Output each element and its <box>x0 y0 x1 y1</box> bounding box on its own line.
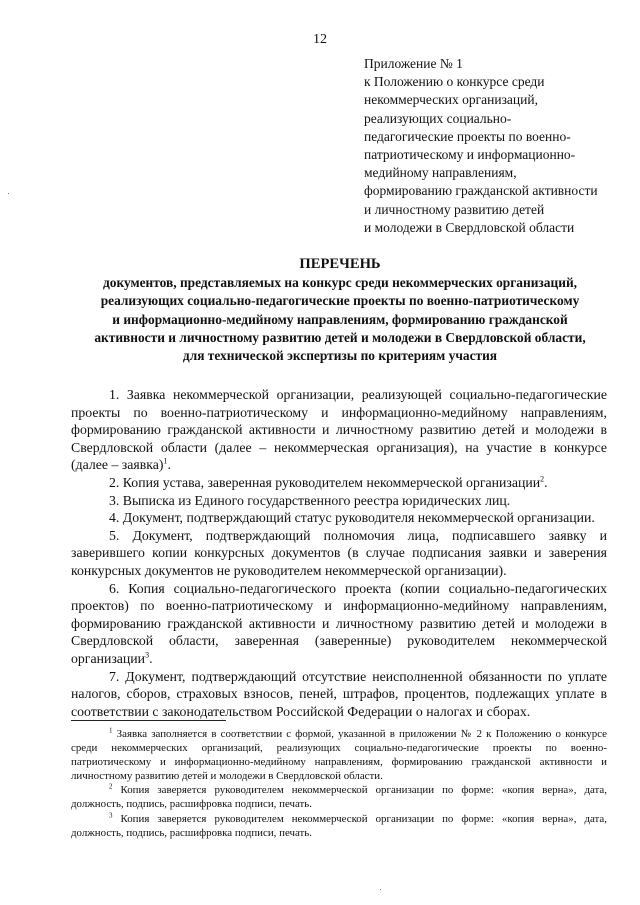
list-item <box>71 580 607 668</box>
list-item <box>71 509 607 527</box>
footnote-mark: 2 <box>109 782 113 791</box>
appendix-line: формированию гражданской активности <box>364 183 598 199</box>
appendix-line: к Положению о конкурсе среди <box>364 74 545 90</box>
appendix-line: и личностному развитию детей <box>364 201 545 217</box>
document-heading <box>60 255 620 365</box>
appendix-line: педагогические проекты по военно- <box>364 128 571 144</box>
list-item <box>71 668 607 721</box>
scan-speck <box>8 193 9 194</box>
heading-title: ПЕРЕЧЕНЬ <box>299 256 381 272</box>
heading-line: документов, представляемых на конкурс среди некоммерческих организаций, <box>102 275 578 291</box>
appendix-line: реализующих социально- <box>364 110 512 126</box>
heading-line: для технической экспертизы по критериям участия <box>182 348 498 364</box>
footnote-mark: 1 <box>109 726 113 735</box>
footnote-ref: 3 <box>145 650 150 660</box>
item-text: 5. Документ, подтверждающий полномочия лица, подписавшего заявку и заверившего копии конкурсных документов (в случае подписания заявки и заверения конкурсных документов не руководителем некоммерческой организации). <box>71 527 607 578</box>
item-text: 1. Заявка некоммерческой организации, реализующей социально-педагогические проекты по военно-патриотическому и информационно-медийному направлениям, формированию гражданской активности и личностному развитию детей и молодежи в Свердловской области (далее – некоммерческая организация), на участие в конкурсе (далее – заявка) <box>71 387 607 473</box>
item-text: 2. Копия устава, заверенная руководителем некоммерческой организации <box>109 474 541 490</box>
item-text: 4. Документ, подтверждающий статус руководителя некоммерческой организации. <box>109 510 595 526</box>
item-text: 7. Документ, подтверждающий отсутствие неисполненной обязанности по уплате налогов, сборов, страховых взносов, пеней, штрафов, процентов, подлежащих уплате в соответствии с законодательством Российской Федерации о налогах и сборах. <box>71 668 607 719</box>
item-end: . <box>167 457 171 473</box>
footnote-text: Копия заверяется руководителем некоммерческой организации по форме: «копия верна», дата, должность, подпись, расшифровка подписи, печать. <box>71 812 607 839</box>
footnote-text: Заявка заполняется в соответствии с формой, указанной в приложении № 2 к Положению о конкурсе среди некоммерческих организаций, реализующих социально-педагогические проекты по военно-патриотическому и информационно-медийному направлениям, формированию гражданской активности и личностному развитию детей и молодежи в Свердловской области. <box>71 728 607 783</box>
footnote-mark: 3 <box>109 810 113 819</box>
footnote <box>71 812 607 840</box>
appendix-line: некоммерческих организаций, <box>364 92 538 108</box>
appendix-line: медийному направлениям, <box>364 165 517 181</box>
footnote <box>71 783 607 811</box>
item-end: . <box>149 650 153 666</box>
footnote-ref: 2 <box>540 474 545 484</box>
footnote-text: Копия заверяется руководителем некоммерческой организации по форме: «копия верна», дата, должность, подпись, расшифровка подписи, печать. <box>71 784 607 811</box>
heading-line: и информационно-медийному направлениям, формированию гражданской <box>112 311 568 327</box>
list-item <box>71 386 607 474</box>
appendix-line: и молодежи в Свердловской области <box>364 219 575 235</box>
heading-line: реализующих социально-педагогические проекты по военно-патриотическому <box>100 293 580 309</box>
appendix-block <box>364 55 626 237</box>
footnotes <box>71 727 607 840</box>
footnote-separator <box>71 720 226 721</box>
scan-speck <box>380 889 381 890</box>
page-number: 12 <box>313 32 327 47</box>
footnote-ref: 1 <box>163 456 168 466</box>
item-end: . <box>544 474 548 490</box>
heading-line: активности и личностному развитию детей и молодежи в Свердловской области, <box>94 329 586 345</box>
item-text: 6. Копия социально-педагогического проекта (копии социально-педагогических проектов) по военно-патриотическому и информационно-медийному направлениям, формированию гражданской активности и личностному развитию детей и молодежи в Свердловской области, заверенная (заверенные) руководителем некоммерческой организации <box>71 580 607 666</box>
list-item <box>71 492 607 510</box>
appendix-line: патриотическому и информационно- <box>364 147 576 163</box>
appendix-line: Приложение № 1 <box>364 56 463 71</box>
list-item <box>71 474 607 492</box>
footnote <box>71 727 607 783</box>
document-list <box>71 386 607 720</box>
list-item <box>71 527 607 580</box>
item-text: 3. Выписка из Единого государственного реестра юридических лиц. <box>109 492 511 508</box>
